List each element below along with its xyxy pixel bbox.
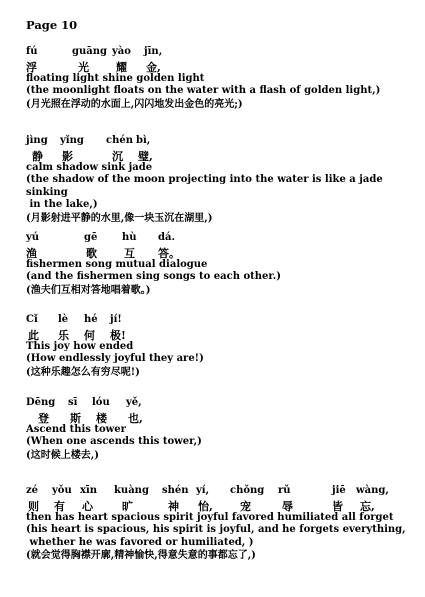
hanzi-char: 皆 (332, 500, 343, 513)
gloss-line: then has heart spacious spirit joyful favored humiliated all forget (26, 512, 394, 523)
pinyin-row (26, 485, 419, 498)
pinyin-syllable: jí! (110, 314, 122, 325)
hanzi-row (26, 59, 419, 72)
hanzi-row (26, 245, 419, 258)
pinyin-syllable: hù (122, 232, 137, 243)
hanzi-char: 登 (38, 412, 49, 425)
stanza (26, 397, 419, 462)
pinyin-syllable: lóu (92, 397, 110, 408)
pinyin-syllable: wàng, (356, 485, 389, 496)
page-title: Page 10 (26, 18, 78, 32)
pinyin-syllable: yǐng (60, 135, 84, 146)
hanzi-char: 乐 (58, 329, 69, 342)
pinyin-syllable: gē (84, 232, 98, 243)
hanzi-char: 楼 (96, 412, 107, 425)
pinyin-row (26, 314, 419, 327)
pinyin-syllable: hé (84, 314, 98, 325)
pinyin-syllable: kuàng (114, 485, 149, 496)
hanzi-char: 则 (28, 500, 39, 513)
pinyin-syllable: yě, (126, 397, 142, 408)
pinyin-syllable: bì, (136, 135, 151, 146)
hanzi-char: 宠 (240, 500, 251, 513)
hanzi-char: 答。 (158, 247, 180, 260)
hanzi-char: 神 (168, 500, 179, 513)
hanzi-char: 怡, (198, 500, 213, 513)
hanzi-char: 沉 (112, 150, 123, 163)
pinyin-syllable: sī (68, 397, 78, 408)
pinyin-syllable: jìng (26, 135, 48, 146)
hanzi-char: 极! (110, 329, 126, 342)
pinyin-syllable: yú (26, 232, 40, 243)
hanzi-row (26, 148, 419, 161)
pinyin-syllable: yǒu (52, 485, 72, 496)
hanzi-char: 影 (62, 150, 73, 163)
pinyin-syllable: fú (26, 46, 38, 57)
pinyin-syllable: Cǐ (26, 314, 38, 325)
hanzi-row (26, 410, 419, 423)
translation-zh: (这时候上楼去,) (26, 449, 99, 461)
hanzi-char: 此 (28, 329, 39, 342)
translation-en: (and the fishermen sing songs to each other.) (26, 271, 281, 282)
translation-en: (When one ascends this tower,) (26, 436, 202, 447)
hanzi-char: 璧, (138, 150, 153, 163)
gloss-line: This joy how ended (26, 341, 134, 352)
pinyin-row (26, 397, 419, 410)
pinyin-syllable: shén (162, 485, 189, 496)
translation-en: (the shadow of the moon projecting into the water is like a jade sinking in the lake,) (26, 174, 383, 210)
gloss-line: floating light shine golden light (26, 73, 205, 84)
hanzi-char: 静 (32, 150, 43, 163)
hanzi-char: 互 (124, 247, 135, 260)
pinyin-syllable: rǔ (278, 485, 291, 496)
translation-zh: (月光照在浮动的水面上,闪闪地发出金色的亮光;) (26, 98, 243, 110)
gloss-line: calm shadow sink jade (26, 162, 153, 173)
hanzi-char: 心 (82, 500, 93, 513)
hanzi-char: 辱 (282, 500, 293, 513)
pinyin-syllable: guāng (72, 46, 108, 57)
translation-en: (the moonlight floats on the water with a flash of golden light,) (26, 85, 381, 96)
hanzi-char: 耀 (116, 61, 127, 74)
pinyin-syllable: yí, (196, 485, 210, 496)
pinyin-syllable: jīn, (144, 46, 163, 57)
stanza (26, 46, 419, 111)
stanza (26, 485, 419, 562)
pinyin-syllable: Dēng (26, 397, 56, 408)
pinyin-row (26, 232, 419, 245)
pinyin-syllable: lè (58, 314, 69, 325)
hanzi-row (26, 498, 419, 511)
stanza (26, 314, 419, 379)
hanzi-char: 渔 (26, 247, 37, 260)
hanzi-char: 金, (146, 61, 161, 74)
pinyin-row (26, 135, 419, 148)
pinyin-syllable: yào (112, 46, 131, 57)
stanza (26, 232, 419, 297)
hanzi-row (26, 327, 419, 340)
pinyin-row (26, 46, 419, 59)
pinyin-syllable: chén (106, 135, 133, 146)
translation-en: (How endlessly joyful they are!) (26, 353, 204, 364)
hanzi-char: 歌 (86, 247, 97, 260)
hanzi-char: 有 (54, 500, 65, 513)
translation-zh: (月影射进平静的水里,像一块玉沉在湖里,) (26, 212, 213, 224)
hanzi-char: 也, (128, 412, 143, 425)
gloss-line: Ascend this tower (26, 424, 126, 435)
hanzi-char: 何 (84, 329, 95, 342)
hanzi-char: 浮 (26, 61, 37, 74)
translation-zh: (就会觉得胸襟开廓,精神愉快,得意失意的事都忘了,) (26, 550, 256, 561)
pinyin-syllable: zé (26, 485, 39, 496)
hanzi-char: 忘, (360, 500, 375, 513)
hanzi-char: 光 (78, 61, 89, 74)
translation-zh: (这种乐趣怎么有穷尽呢!) (26, 366, 140, 378)
hanzi-char: 斯 (70, 412, 81, 425)
pinyin-syllable: chǒng (230, 485, 265, 496)
pinyin-syllable: dá. (158, 232, 175, 243)
pinyin-syllable: xīn (80, 485, 98, 496)
translation-zh: (渔夫们互相对答地唱着歌。) (26, 284, 151, 296)
pinyin-syllable: jiē (332, 485, 346, 496)
translation-en: (his heart is spacious, his spirit is joyful, and he forgets everything, whether he was favored or humiliated, ) (26, 524, 406, 548)
gloss-line: fishermen song mutual dialogue (26, 259, 208, 270)
stanza (26, 135, 419, 225)
hanzi-char: 旷 (122, 500, 133, 513)
